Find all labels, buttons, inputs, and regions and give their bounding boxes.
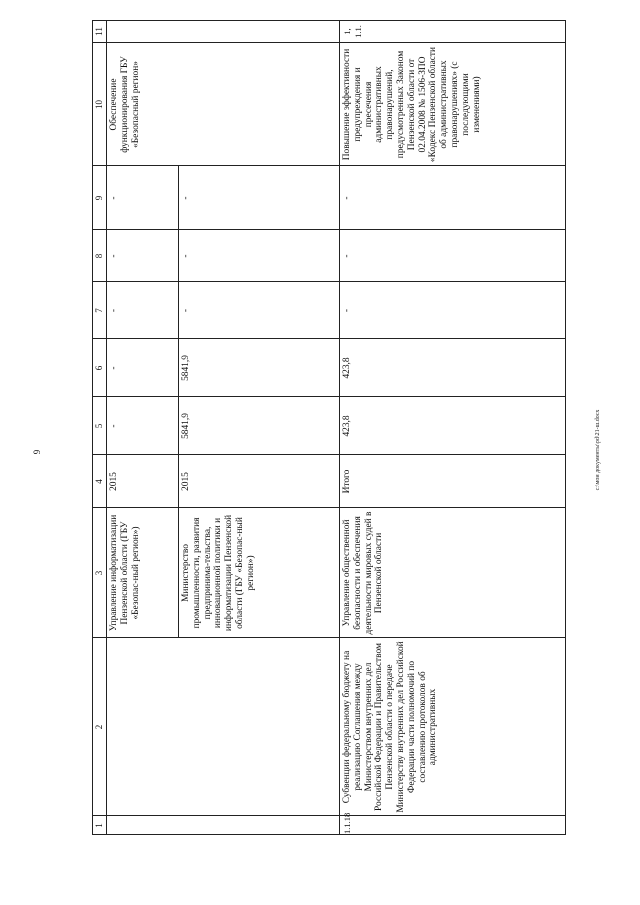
col-header-4: 4 <box>94 479 104 484</box>
cell-col5: 423,8 <box>342 415 352 437</box>
col-divider <box>92 396 566 397</box>
col-header-9: 9 <box>94 195 104 201</box>
cell-col9: - <box>342 196 352 200</box>
col-divider <box>92 815 566 816</box>
cell-col7: - <box>109 308 119 313</box>
col-divider <box>92 454 566 455</box>
col-header-3: 3 <box>94 570 104 576</box>
row-divider <box>339 20 340 835</box>
cell-col5: - <box>109 424 119 428</box>
col-divider <box>92 338 566 339</box>
col-divider <box>92 281 566 282</box>
col-header-7: 7 <box>94 308 104 313</box>
row-divider <box>178 166 179 638</box>
col-divider <box>92 42 566 43</box>
cell-description: Субвенции федеральному бюджету на реализацию Соглашения между Министерством внутренних дел Российской Федерации и Правительством Пензенской области о передаче Министерству внутренних дел Российской Федерации части полномочий по составлению протоколов об административных <box>342 641 439 813</box>
cell-item-number: 1.1.18 <box>342 812 352 834</box>
col-divider <box>92 507 566 508</box>
cell-objective: Повышение эффективности предупреждения и пресечения административных правонарушений, предусмотренных Законом Пензенской области от 02.04.2008 № 1506-ЗПО «Кодекс Пензенской области об административных правонарушениях» (с последующими изменениями) <box>342 46 482 163</box>
cell-col5: 5841,9 <box>181 413 191 439</box>
col-divider <box>92 229 566 230</box>
cell-col8: - <box>342 254 352 258</box>
budget-table <box>92 20 566 835</box>
cell-col6: 5841,9 <box>181 355 191 381</box>
col-divider <box>92 165 566 166</box>
cell-col6: - <box>109 366 119 370</box>
cell-year: 2015 <box>181 472 191 491</box>
col-header-2: 2 <box>94 724 104 730</box>
table-border <box>92 20 566 835</box>
col-header-8: 8 <box>94 253 104 259</box>
cell-organization: Министерство промышленности, развития предпринима-тельства, инновационной политики и информатизации Пензенской области (ГБУ «Безопас-ный регион») <box>181 514 256 632</box>
col-header-1: 1 <box>94 823 104 828</box>
col-header-11: 11 <box>94 27 104 36</box>
cell-year: Итого <box>342 469 352 494</box>
cell-col9: - <box>109 196 119 200</box>
cell-col9: - <box>181 196 191 200</box>
col-header-10: 10 <box>94 100 104 109</box>
cell-col7: - <box>181 308 191 313</box>
cell-organization: Управление информатизации Пензенской области (ГБУ «Безопас-ный регион») <box>109 514 141 632</box>
col-divider <box>92 637 566 638</box>
cell-year: 2015 <box>109 472 119 491</box>
cell-col8: - <box>181 254 191 258</box>
header-divider <box>106 20 107 835</box>
page-number: 9 <box>32 449 42 455</box>
cell-target-indicator: 1, 1.1. <box>342 25 363 38</box>
cell-organization: Управление общественной безопасности и обеспечения деятельности мировых судей в Пензенской области <box>342 511 385 635</box>
cell-col6: 423,8 <box>342 357 352 379</box>
col-header-6: 6 <box>94 365 104 371</box>
cell-col8: - <box>109 254 119 258</box>
file-path-footer: c:\мои документы\pd\21-ш.docx <box>595 409 601 491</box>
col-header-5: 5 <box>94 423 104 429</box>
cell-objective: Обеспечение функционирования ГБУ «Безопасный регион» <box>109 56 141 153</box>
cell-col7: - <box>342 308 352 313</box>
